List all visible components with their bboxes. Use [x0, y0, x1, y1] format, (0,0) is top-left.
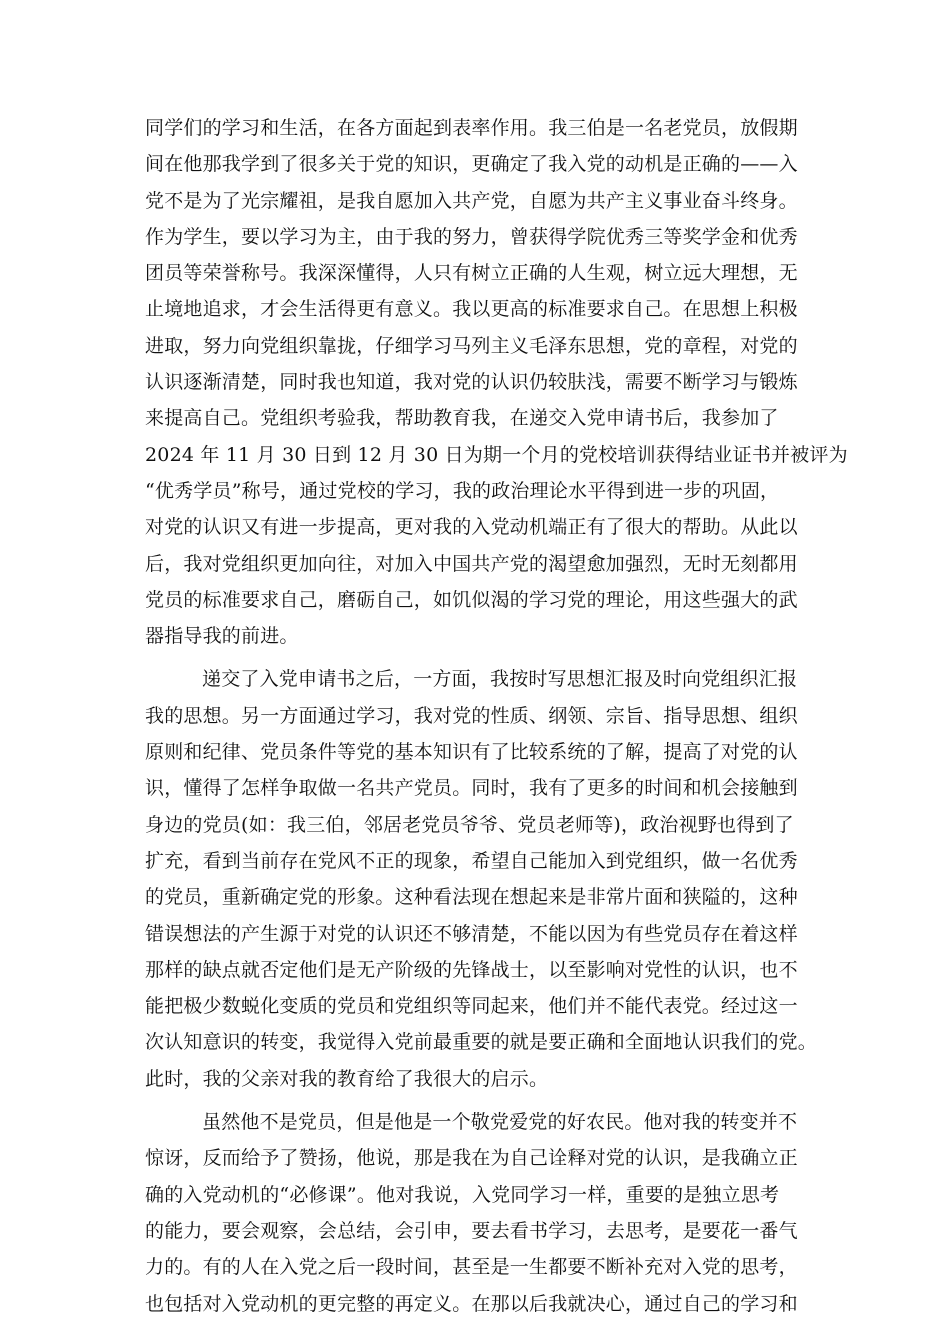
text-line: 惊讶，反而给予了赞扬，他说，那是我在为自己诠释对党的认识，是我确立正 — [145, 1147, 798, 1170]
text-line: 党不是为了光宗耀祖，是我自愿加入共产党，自愿为共产主义事业奋斗终身。 — [145, 189, 798, 212]
paragraph-1 — [145, 110, 848, 654]
text-line: 错误想法的产生源于对党的认识还不够清楚，不能以因为有些党员存在着这样 — [145, 922, 798, 945]
text-line: 也包括对入党动机的更完整的再定义。在那以后我就决心，通过自己的学习和 — [145, 1292, 798, 1315]
text-line: 后，我对党组织更加向往，对加入中国共产党的渴望愈加强烈，无时无刻都用 — [145, 552, 798, 575]
text-line: 作为学生，要以学习为主，由于我的努力，曾获得学院优秀三等奖学金和优秀 — [145, 225, 798, 248]
text-line: 原则和纪律、党员条件等党的基本知识有了比较系统的了解，提高了对党的认 — [145, 741, 798, 764]
text-line: 的党员，重新确定党的形象。这种看法现在想起来是非常片面和狭隘的，这种 — [145, 886, 798, 909]
text-line: 间在他那我学到了很多关于党的知识，更确定了我入党的动机是正确的——入 — [145, 153, 798, 176]
text-line: “优秀学员”称号，通过党校的学习，我的政治理论水平得到进一步的巩固， — [145, 479, 780, 502]
paragraph-3 — [145, 1104, 811, 1322]
text-line: 那样的缺点就否定他们是无产阶级的先锋战士，以至影响对党性的认识，也不 — [145, 958, 798, 981]
text-line: 同学们的学习和生活，在各方面起到表率作用。我三伯是一名老党员，放假期 — [145, 117, 798, 139]
text-line: 身边的党员(如：我三伯，邻居老党员爷爷、党员老师等)，政治视野也得到了 — [145, 813, 794, 836]
text-line: 扩充，看到当前存在党风不正的现象，希望自己能加入到党组织，做一名优秀 — [145, 849, 798, 872]
text-line: 确的入党动机的“必修课”。他对我说，入党同学习一样，重要的是独立思考 — [145, 1183, 780, 1206]
text-line: 识，懂得了怎样争取做一名共产党员。同时，我有了更多的时间和机会接触到 — [145, 777, 798, 800]
text-line: 器指导我的前进。 — [145, 625, 299, 648]
text-line: 止境地追求，才会生活得更有意义。我以更高的标准要求自己。在思想上积极 — [145, 298, 798, 321]
text-line: 的能力，要会观察，会总结，会引申，要去看书学习，去思考，是要花一番气 — [145, 1219, 798, 1242]
text-line: 虽然他不是党员，但是他是一个敬党爱党的好农民。他对我的转变并不 — [202, 1111, 798, 1134]
document-body — [145, 110, 848, 1329]
text-line: 认识逐渐清楚，同时我也知道，我对党的认识仍较肤浅，需要不断学习与锻炼 — [145, 371, 798, 394]
text-line: 能把极少数蜕化变质的党员和党组织等同起来，他们并不能代表党。经过这一 — [145, 995, 798, 1018]
text-line: 团员等荣誉称号。我深深懂得，人只有树立正确的人生观，树立远大理想，无 — [145, 262, 798, 285]
text-line: 力的。有的人在入党之后一段时间，甚至是一生都要不断补充对入党的思考， — [145, 1256, 798, 1279]
text-line: 我的思想。另一方面通过学习，我对党的性质、纲领、宗旨、指导思想、组织 — [145, 704, 798, 727]
paragraph-2 — [145, 661, 818, 1097]
text-line: 次认知意识的转变，我觉得入党前最重要的就是要正确和全面地认识我们的党。 — [145, 1031, 818, 1054]
text-line: 来提高自己。党组织考验我，帮助教育我，在递交入党申请书后，我参加了 — [145, 407, 779, 430]
text-line: 此时，我的父亲对我的教育给了我很大的启示。 — [145, 1067, 549, 1090]
text-line: 2024 年 11 月 30 日到 12 月 30 日为期一个月的党校培训获得结业证书并被评为 — [145, 443, 848, 466]
text-line: 进取，努力向党组织靠拢，仔细学习马列主义毛泽东思想，党的章程，对党的 — [145, 334, 798, 357]
text-line: 递交了入党申请书之后，一方面，我按时写思想汇报及时向党组织汇报 — [202, 668, 798, 691]
text-line: 党员的标准要求自己，磨砺自己，如饥似渴的学习党的理论，用这些强大的武 — [145, 588, 798, 611]
text-line: 对党的认识又有进一步提高，更对我的入党动机端正有了很大的帮助。从此以 — [145, 516, 798, 539]
